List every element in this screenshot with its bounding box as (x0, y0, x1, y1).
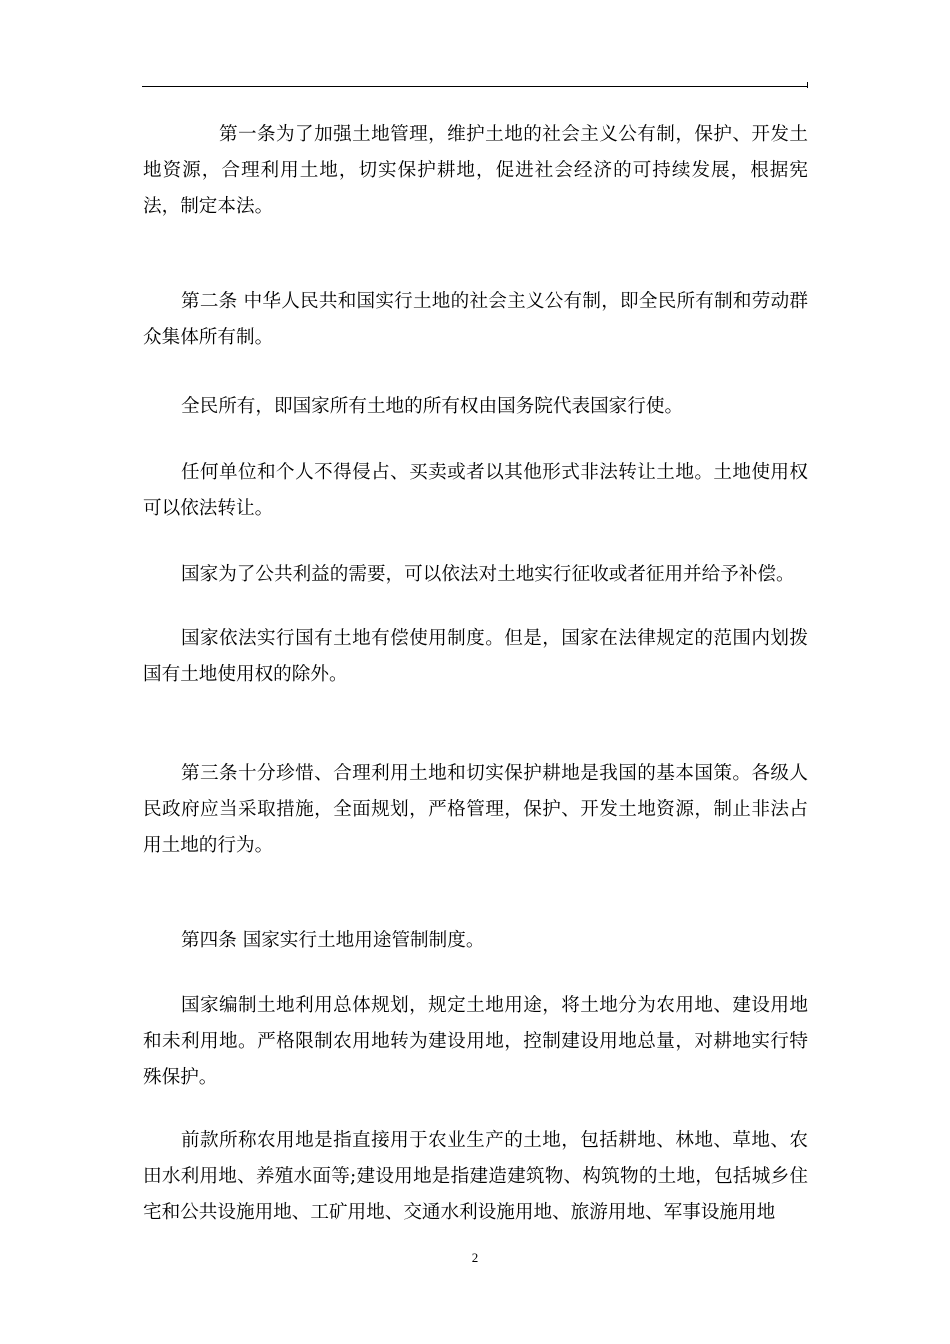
article-2-clause-whole-people: 全民所有，即国家所有土地的所有权由国务院代表国家行使。 (181, 396, 684, 417)
article-4-clause-planning: 国家编制土地利用总体规划，规定土地用途，将土地分为农用地、建设用地和未利用地。严格限制农用地转为建设用地，控制建设用地总量，对耕地实行特殊保护。 (143, 995, 808, 1088)
article-2-clause-expropriation: 国家为了公共利益的需要，可以依法对土地实行征收或者征用并给予补偿。 (181, 564, 795, 585)
header-rule-tick (807, 82, 808, 88)
article-3-paragraph: 第三条十分珍惜、合理利用土地和切实保护耕地是我国的基本国策。各级人民政府应当采取措施，全面规划，严格管理，保护、开发土地资源，制止非法占用土地的行为。 (143, 763, 808, 856)
article-4-clause-definitions: 前款所称农用地是指直接用于农业生产的土地，包括耕地、林地、草地、农田水利用地、养殖水面等;建设用地是指建造建筑物、构筑物的土地，包括城乡住宅和公共设施用地、工矿用地、交通水利设施用地、旅游用地、军事设施用地 (143, 1130, 808, 1223)
article-2-paragraph: 第二条 中华人民共和国实行土地的社会主义公有制，即全民所有制和劳动群众集体所有制。 (143, 291, 808, 348)
page-number: 2 (471, 1250, 479, 1265)
header-rule (142, 86, 808, 87)
article-4-paragraph: 第四条 国家实行土地用途管制制度。 (181, 930, 485, 951)
article-2-clause-paid-use: 国家依法实行国有土地有偿使用制度。但是，国家在法律规定的范围内划拨国有土地使用权的除外。 (143, 628, 808, 685)
article-2-clause-transfer: 任何单位和个人不得侵占、买卖或者以其他形式非法转让土地。土地使用权可以依法转让。 (143, 462, 808, 519)
article-1-paragraph: 第一条为了加强土地管理，维护土地的社会主义公有制，保护、开发土地资源，合理利用土地，切实保护耕地，促进社会经济的可持续发展，根据宪法，制定本法。 (143, 124, 808, 217)
